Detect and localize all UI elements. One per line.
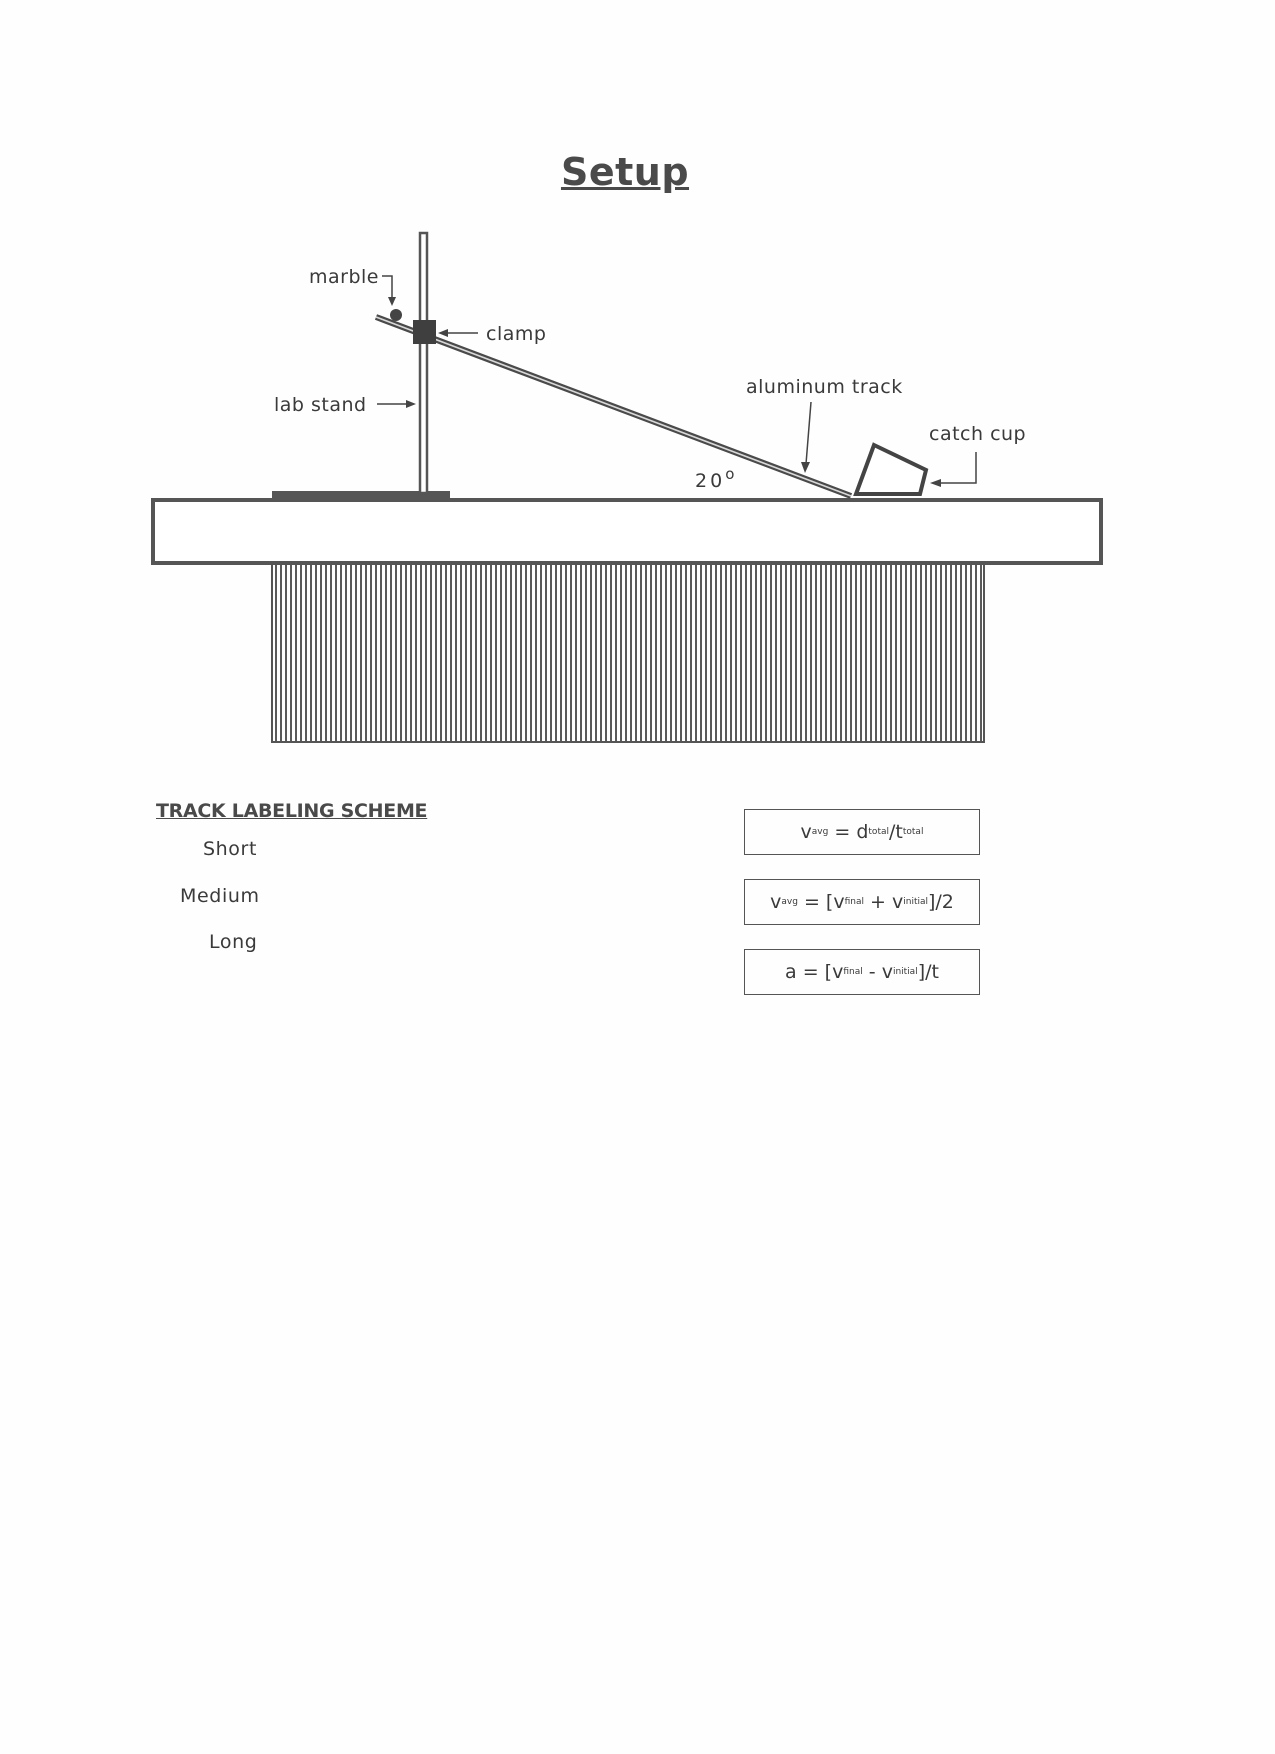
marble-pointer xyxy=(382,276,392,300)
table-top xyxy=(153,500,1101,563)
formula-tail: ]/t xyxy=(917,961,939,983)
formula-avg-velocity-mean xyxy=(744,879,980,925)
formula-p1-sub: final xyxy=(843,967,863,977)
formula-lhs-sub: avg xyxy=(781,897,798,907)
formula-mid: - xyxy=(862,961,882,983)
formula-lhs: v xyxy=(800,821,812,843)
formula-p1: d xyxy=(856,821,869,843)
scheme-item-medium: Medium xyxy=(180,885,260,907)
label-marble: marble xyxy=(309,266,379,288)
lab-stand-arrowhead xyxy=(406,400,416,408)
formula-p2: v xyxy=(891,891,904,913)
formula-lhs: v xyxy=(770,891,782,913)
formula-p2-sub: initial xyxy=(892,967,918,977)
page-title: Setup xyxy=(560,150,690,194)
formula-p2: t xyxy=(895,821,903,843)
clamp-arrowhead xyxy=(438,329,448,337)
formula-eq: = [ xyxy=(797,891,834,913)
marble xyxy=(390,309,402,321)
formula-p2-sub: total xyxy=(902,827,924,837)
formula-eq: = xyxy=(828,821,857,843)
catch-cup xyxy=(856,445,926,494)
clamp xyxy=(413,320,436,344)
track-highlight xyxy=(376,317,851,496)
angle-value: 20 xyxy=(695,470,726,492)
marble-arrowhead xyxy=(388,297,396,306)
scheme-item-short: Short xyxy=(203,838,257,860)
formula-p2-sub: initial xyxy=(903,897,928,907)
formula-lhs: a xyxy=(785,961,797,983)
formula-mid: / xyxy=(889,821,896,843)
track-scheme-heading: TRACK LABELING SCHEME xyxy=(156,800,428,822)
lab-stand-rod xyxy=(420,233,427,493)
formula-eq: = [ xyxy=(796,961,833,983)
catch-cup-arrowhead xyxy=(930,479,941,487)
track-pointer xyxy=(806,402,811,464)
formula-acceleration xyxy=(744,949,980,995)
formula-p2: v xyxy=(881,961,893,983)
label-aluminum-track: aluminum track xyxy=(746,376,903,398)
label-angle xyxy=(695,465,735,492)
label-lab-stand: lab stand xyxy=(274,394,367,416)
angle-degree: o xyxy=(725,465,735,483)
setup-diagram xyxy=(0,0,1275,760)
track-arrowhead xyxy=(801,462,810,473)
formula-p1: v xyxy=(832,961,844,983)
formula-avg-velocity-distance xyxy=(744,809,980,855)
label-clamp: clamp xyxy=(486,323,547,345)
table-base xyxy=(272,561,984,742)
formula-lhs-sub: avg xyxy=(811,827,829,837)
scheme-item-long: Long xyxy=(209,931,258,953)
formula-tail: ]/2 xyxy=(927,891,954,913)
formula-p1-sub: total xyxy=(868,827,889,837)
label-catch-cup: catch cup xyxy=(929,423,1027,445)
formula-p1: v xyxy=(833,891,845,913)
formula-p1-sub: final xyxy=(844,897,864,907)
formula-mid: + xyxy=(863,891,892,913)
catch-cup-pointer xyxy=(940,452,976,483)
